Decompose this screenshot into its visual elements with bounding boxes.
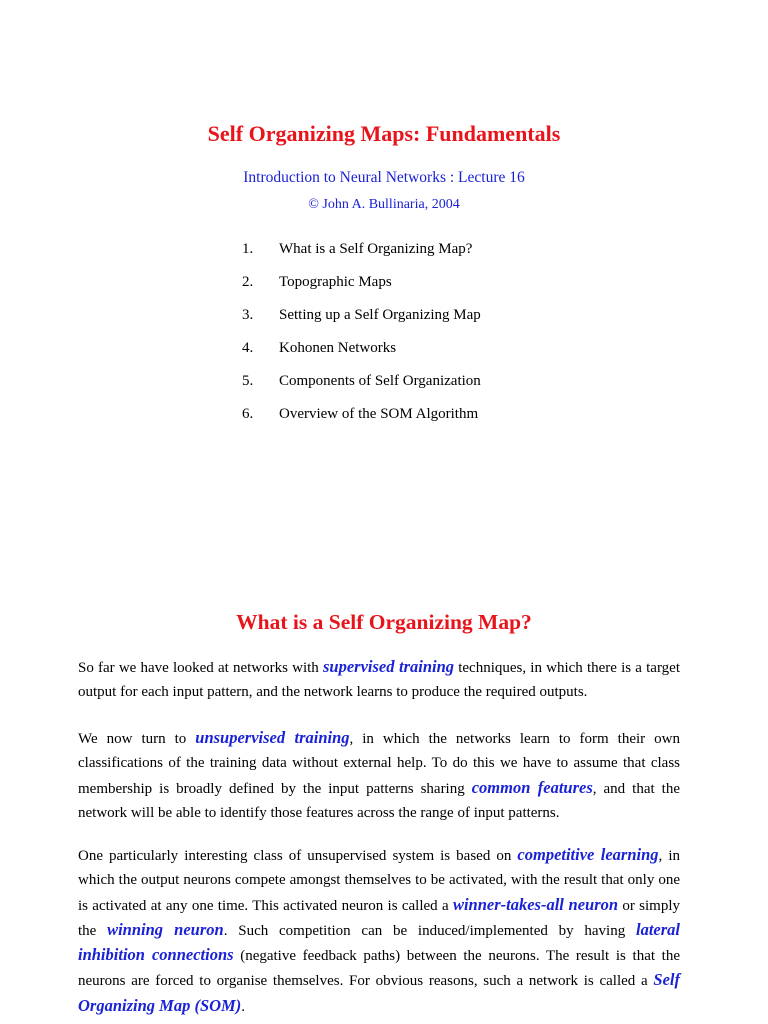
paragraph-text: , and that the network will be able to identify those features across the range of input patterns. [78, 780, 680, 821]
keyword-supervised-training: supervised training [322, 657, 455, 676]
paragraph-text: . [241, 998, 245, 1015]
section-heading: What is a Self Organizing Map? [236, 610, 532, 634]
paragraph-text: One particularly interesting class of unsupervised system is based on [78, 848, 518, 864]
paragraph-competitive [78, 843, 680, 1019]
toc-item-label: Kohonen Networks [279, 340, 397, 356]
keyword-common-features: common features [471, 777, 593, 797]
paragraph-text: We now turn to [78, 731, 196, 747]
paragraph-text: techniques, in which there is a target output for each input pattern, and the network learns to produce the required outputs. [78, 660, 680, 701]
toc-item-label: What is a Self Organizing Map? [279, 241, 473, 257]
paragraph-text: , in which the networks learn to form their own classifications of the training data without external help. To do this we have to assume that class membership is broadly defined by the input patterns sharing [78, 731, 680, 797]
toc-item [0, 406, 768, 439]
paragraph-text: , in which the output neurons compete amongst themselves to be activated, with the result that only one is activated at any one time. This activated neuron is called a [78, 848, 680, 914]
keyword-unsupervised-training: unsupervised training [195, 728, 350, 747]
toc-item [0, 340, 768, 373]
keyword-som: Self Organizing Map (SOM) [78, 970, 680, 1015]
keyword-winning-neuron: winning neuron [107, 919, 224, 939]
paragraph-unsupervised [78, 726, 680, 825]
toc-item-number: 4. [242, 340, 254, 356]
paragraph-text: So far we have looked at networks with [78, 660, 323, 676]
toc-item [0, 307, 768, 340]
document-title: Self Organizing Maps: Fundamentals [207, 121, 561, 146]
toc-item-label: Overview of the SOM Algorithm [279, 406, 479, 422]
toc-item-number: 3. [242, 307, 254, 323]
paragraph-text: . Such competition can be induced/implemented by having [223, 922, 636, 939]
toc-item-number: 5. [242, 373, 254, 389]
toc-item [0, 274, 768, 307]
keyword-winner-takes-all-neuron: winner-takes-all neuron [452, 894, 619, 914]
table-of-contents [0, 241, 768, 439]
lecture-subtitle: Introduction to Neural Networks : Lecture 16 [243, 169, 525, 186]
keyword-competitive-learning: competitive learning [517, 845, 659, 864]
toc-item-number: 2. [242, 274, 254, 290]
toc-item [0, 373, 768, 406]
paragraph-text: or simply the [78, 897, 680, 939]
toc-item-label: Components of Self Organization [279, 373, 481, 389]
toc-item [0, 241, 768, 274]
keyword-lateral-inhibition: lateral inhibition connections [78, 919, 680, 965]
toc-item-number: 1. [242, 241, 254, 257]
copyright-line: © John A. Bullinaria, 2004 [308, 197, 460, 212]
toc-item-label: Topographic Maps [279, 274, 392, 290]
toc-item-number: 6. [242, 406, 254, 422]
toc-item-label: Setting up a Self Organizing Map [279, 307, 481, 323]
paragraph-supervised [78, 655, 680, 705]
paragraph-text: (negative feedback paths) between the neurons. The result is that the neurons are forced to organise themselves. For obvious reasons, such a network is called a [78, 948, 680, 990]
